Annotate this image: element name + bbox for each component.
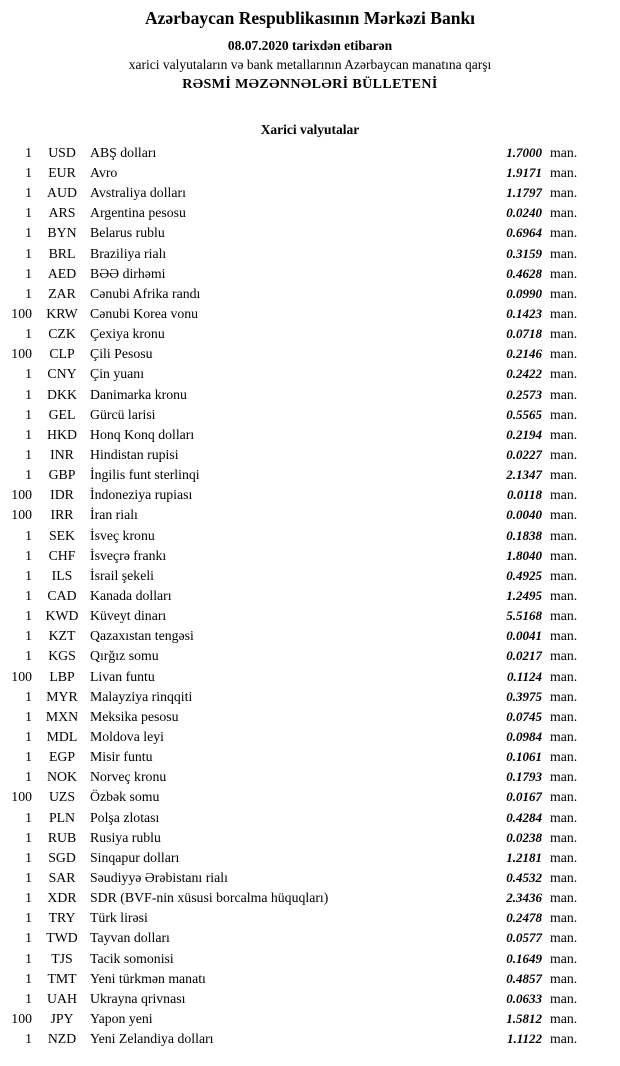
unit-label: man.: [550, 749, 578, 765]
quantity: 1: [25, 769, 32, 785]
quantity: 1: [25, 628, 32, 644]
rate-value: 0.1649: [506, 950, 542, 966]
rate-value: 1.9171: [506, 165, 542, 181]
rates-table: [0, 145, 620, 1051]
currency-name: Özbək somu: [90, 789, 160, 805]
quantity: 100: [11, 789, 32, 805]
currency-name: İndoneziya rupiası: [90, 487, 193, 503]
rate-value: 0.0217: [506, 648, 542, 664]
currency-name: Tayvan dolları: [90, 930, 170, 946]
quantity: 100: [11, 668, 32, 684]
unit-label: man.: [550, 869, 578, 885]
unit-label: man.: [550, 990, 578, 1006]
unit-label: man.: [550, 1010, 578, 1026]
unit-label: man.: [550, 245, 578, 261]
quantity: 1: [25, 366, 32, 382]
rate-row: [0, 346, 620, 366]
currency-name: Danimarka kronu: [90, 386, 187, 402]
currency-code: KWD: [45, 608, 79, 624]
rate-value: 0.0227: [506, 446, 542, 462]
rate-value: 1.2181: [506, 849, 542, 865]
currency-name: Belarus rublu: [90, 225, 165, 241]
rate-value: 0.3975: [506, 688, 542, 704]
currency-code: USD: [48, 144, 76, 160]
quantity: 1: [25, 648, 32, 664]
rate-value: 0.0118: [506, 487, 542, 503]
rate-value: 0.0238: [506, 829, 542, 845]
rate-row: [0, 588, 620, 608]
currency-name: SDR (BVF-nin xüsusi borcalma hüquqları): [90, 890, 329, 906]
rate-row: [0, 165, 620, 185]
quantity: 1: [25, 547, 32, 563]
rate-row: [0, 890, 620, 910]
quantity: 1: [25, 426, 32, 442]
currency-name: Qazaxıstan tengəsi: [90, 628, 194, 644]
currency-name: Avro: [90, 165, 118, 181]
currency-name: İngilis funt sterlinqi: [90, 467, 200, 483]
quantity: 1: [25, 144, 32, 160]
currency-name: Hindistan rupisi: [90, 446, 179, 462]
unit-label: man.: [550, 769, 578, 785]
bulletin-header: [0, 8, 620, 93]
quantity: 100: [11, 507, 32, 523]
unit-label: man.: [550, 144, 578, 160]
quantity: 1: [25, 950, 32, 966]
rate-value: 0.4532: [506, 869, 542, 885]
currency-code: IDR: [50, 487, 74, 503]
currency-code: LBP: [49, 668, 75, 684]
unit-label: man.: [550, 426, 578, 442]
unit-label: man.: [550, 809, 578, 825]
rate-value: 0.0577: [506, 930, 542, 946]
currency-name: Yapon yeni: [90, 1010, 153, 1026]
rate-row: [0, 568, 620, 588]
currency-code: TWD: [46, 930, 78, 946]
rate-row: [0, 205, 620, 225]
currency-code: GBP: [48, 467, 76, 483]
currency-code: MYR: [46, 688, 78, 704]
currency-name: Cənubi Afrika randı: [90, 285, 201, 301]
currency-code: UZS: [48, 789, 76, 805]
rate-row: [0, 326, 620, 346]
currency-name: Səudiyyə Ərəbistanı rialı: [90, 869, 228, 885]
rate-row: [0, 648, 620, 668]
rate-row: [0, 225, 620, 245]
currency-name: İsveçrə frankı: [90, 547, 167, 563]
currency-code: CZK: [48, 326, 76, 342]
currency-name: Qırğız somu: [90, 648, 159, 664]
quantity: 1: [25, 587, 32, 603]
currency-name: BƏƏ dirhəmi: [90, 265, 166, 281]
currency-code: NOK: [47, 769, 77, 785]
currency-code: RUB: [47, 829, 77, 845]
currency-name: İsveç kronu: [90, 527, 155, 543]
quantity: 1: [25, 265, 32, 281]
quantity: 1: [25, 809, 32, 825]
quantity: 1: [25, 930, 32, 946]
rate-row: [0, 467, 620, 487]
currency-code: HKD: [47, 426, 77, 442]
rate-row: [0, 387, 620, 407]
unit-label: man.: [550, 487, 578, 503]
quantity: 1: [25, 567, 32, 583]
unit-label: man.: [550, 668, 578, 684]
currency-name: Cənubi Korea vonu: [90, 306, 199, 321]
unit-label: man.: [550, 789, 578, 805]
rate-row: [0, 971, 620, 991]
currency-name: Livan funtu: [90, 668, 155, 684]
rate-value: 0.4857: [506, 970, 542, 986]
currency-name: Türk lirəsi: [90, 910, 148, 926]
currency-code: UAH: [47, 990, 77, 1006]
unit-label: man.: [550, 608, 578, 624]
rate-value: 1.1122: [506, 1031, 542, 1047]
rate-row: [0, 729, 620, 749]
quantity: 100: [11, 1010, 32, 1026]
currency-code: MXN: [45, 708, 79, 724]
quantity: 1: [25, 386, 32, 402]
quantity: 1: [25, 890, 32, 906]
currency-name: Küveyt dinarı: [90, 608, 167, 624]
rate-value: 5.5168: [506, 608, 542, 624]
rate-row: [0, 930, 620, 950]
unit-label: man.: [550, 829, 578, 845]
currency-name: Honq Konq dolları: [90, 426, 195, 442]
unit-label: man.: [550, 446, 578, 462]
currency-name: Argentina pesosu: [90, 205, 186, 221]
rate-value: 0.0167: [506, 789, 542, 805]
currency-name: Çexiya kronu: [90, 326, 165, 342]
rate-value: 0.6964: [506, 225, 542, 241]
currency-name: Ukrayna qrivnası: [90, 990, 186, 1006]
rate-value: 0.1423: [506, 306, 542, 321]
currency-name: Sinqapur dolları: [90, 849, 180, 865]
rate-value: 1.1797: [506, 185, 542, 201]
quantity: 1: [25, 608, 32, 624]
quantity: 1: [25, 1031, 32, 1047]
unit-label: man.: [550, 306, 578, 321]
rate-row: [0, 850, 620, 870]
quantity: 1: [25, 467, 32, 483]
rate-row: [0, 1011, 620, 1031]
rate-row: [0, 910, 620, 930]
currency-name: Polşa zlotası: [90, 809, 160, 825]
unit-label: man.: [550, 567, 578, 583]
quantity: 1: [25, 749, 32, 765]
currency-code: SAR: [48, 869, 76, 885]
rate-row: [0, 951, 620, 971]
quantity: 1: [25, 245, 32, 261]
rate-value: 0.0990: [506, 285, 542, 301]
rate-value: 1.5812: [506, 1010, 542, 1026]
rate-value: 0.2194: [506, 426, 542, 442]
currency-name: Gürcü larisi: [90, 406, 156, 422]
rate-value: 0.0040: [506, 507, 542, 523]
currency-name: Tacik somonisi: [90, 950, 174, 966]
unit-label: man.: [550, 507, 578, 523]
rate-value: 0.5565: [506, 406, 542, 422]
rate-row: [0, 810, 620, 830]
currency-name: Rusiya rublu: [90, 829, 161, 845]
rate-row: [0, 487, 620, 507]
rate-row: [0, 185, 620, 205]
quantity: 1: [25, 205, 32, 221]
rate-value: 0.0745: [506, 708, 542, 724]
unit-label: man.: [550, 1031, 578, 1047]
rate-value: 0.2573: [506, 386, 542, 402]
rate-row: [0, 286, 620, 306]
quantity: 1: [25, 708, 32, 724]
unit-label: man.: [550, 728, 578, 744]
currency-code: KGS: [48, 648, 76, 664]
rate-value: 2.1347: [506, 467, 542, 483]
currency-code: EGP: [48, 749, 76, 765]
rate-value: 0.2422: [506, 366, 542, 382]
rate-row: [0, 427, 620, 447]
rate-row: [0, 769, 620, 789]
rate-row: [0, 689, 620, 709]
currency-code: SGD: [48, 849, 76, 865]
currency-code: SEK: [48, 527, 76, 543]
rate-value: 1.7000: [506, 144, 542, 160]
unit-label: man.: [550, 326, 578, 342]
currency-code: KRW: [46, 306, 78, 321]
unit-label: man.: [550, 930, 578, 946]
rate-value: 0.0633: [506, 990, 542, 1006]
currency-code: CAD: [47, 587, 77, 603]
rate-row: [0, 830, 620, 850]
currency-name: Çili Pesosu: [90, 346, 153, 362]
currency-code: ILS: [51, 567, 73, 583]
quantity: 1: [25, 285, 32, 301]
unit-label: man.: [550, 970, 578, 986]
unit-label: man.: [550, 406, 578, 422]
currency-name: Yeni Zelandiya dolları: [90, 1031, 214, 1047]
currency-name: Malayziya rinqqiti: [90, 688, 193, 704]
rate-row: [0, 528, 620, 548]
unit-label: man.: [550, 950, 578, 966]
quantity: 1: [25, 869, 32, 885]
currency-code: MDL: [46, 728, 78, 744]
currency-code: CNY: [47, 366, 77, 382]
unit-label: man.: [550, 688, 578, 704]
rate-row: [0, 306, 620, 326]
rate-value: 0.0984: [506, 728, 542, 744]
rate-value: 0.0718: [506, 326, 542, 342]
unit-label: man.: [550, 346, 578, 362]
rate-row: [0, 709, 620, 729]
rate-row: [0, 628, 620, 648]
rate-value: 0.1124: [506, 668, 542, 684]
rate-row: [0, 548, 620, 568]
rate-row: [0, 749, 620, 769]
currency-code: CHF: [48, 547, 76, 563]
unit-label: man.: [550, 205, 578, 221]
bulletin-subtitle: xarici valyutaların və bank metallarının Azərbaycan manatına qarşı: [128, 56, 492, 72]
currency-name: Braziliya rialı: [90, 245, 167, 261]
currency-code: IRR: [50, 507, 74, 523]
currency-code: XDR: [47, 890, 77, 906]
currency-code: ARS: [48, 205, 76, 221]
quantity: 1: [25, 728, 32, 744]
unit-label: man.: [550, 628, 578, 644]
unit-label: man.: [550, 285, 578, 301]
currency-code: TMT: [47, 970, 77, 986]
currency-name: Kanada dolları: [90, 587, 172, 603]
rate-value: 0.3159: [506, 245, 542, 261]
section-title: Xarici valyutalar: [260, 121, 360, 137]
rate-value: 0.4925: [506, 567, 542, 583]
quantity: 100: [11, 306, 32, 321]
quantity: 1: [25, 406, 32, 422]
unit-label: man.: [550, 547, 578, 563]
quantity: 1: [25, 165, 32, 181]
unit-label: man.: [550, 386, 578, 402]
quantity: 1: [25, 446, 32, 462]
currency-code: EUR: [48, 165, 76, 181]
rate-row: [0, 246, 620, 266]
currency-code: NZD: [47, 1031, 77, 1047]
unit-label: man.: [550, 165, 578, 181]
currency-code: BYN: [47, 225, 77, 241]
currency-code: GEL: [48, 406, 76, 422]
quantity: 1: [25, 849, 32, 865]
currency-code: DKK: [47, 386, 77, 402]
rate-value: 0.1838: [506, 527, 542, 543]
rate-row: [0, 789, 620, 809]
quantity: 1: [25, 225, 32, 241]
rate-row: [0, 991, 620, 1011]
unit-label: man.: [550, 648, 578, 664]
rate-row: [0, 870, 620, 890]
currency-name: Misir funtu: [90, 749, 153, 765]
unit-label: man.: [550, 467, 578, 483]
unit-label: man.: [550, 225, 578, 241]
currency-code: AUD: [47, 185, 77, 201]
unit-label: man.: [550, 265, 578, 281]
quantity: 100: [11, 487, 32, 503]
rate-value: 1.2495: [506, 587, 542, 603]
currency-code: AED: [47, 265, 77, 281]
unit-label: man.: [550, 527, 578, 543]
effective-date: 08.07.2020 tarixdən etibarən: [227, 37, 393, 53]
rate-value: 2.3436: [506, 890, 542, 906]
rate-value: 0.2146: [506, 346, 542, 362]
currency-name: Avstraliya dolları: [90, 185, 186, 201]
currency-name: Yeni türkmən manatı: [90, 970, 206, 986]
rate-value: 0.2478: [506, 910, 542, 926]
bulletin-title: RƏSMİ MƏZƏNNƏLƏRİ BÜLLETENİ: [182, 76, 438, 92]
rate-value: 0.4284: [506, 809, 542, 825]
rate-value: 1.8040: [506, 547, 542, 563]
currency-code: ZAR: [48, 285, 76, 301]
rate-value: 0.4628: [506, 265, 542, 281]
unit-label: man.: [550, 708, 578, 724]
rate-row: [0, 507, 620, 527]
rate-value: 0.1061: [506, 749, 542, 765]
rate-row: [0, 669, 620, 689]
currency-code: TJS: [51, 950, 73, 966]
quantity: 1: [25, 326, 32, 342]
rate-row: [0, 608, 620, 628]
rate-value: 0.0240: [506, 205, 542, 221]
currency-name: ABŞ dolları: [90, 144, 157, 160]
currency-code: TRY: [48, 910, 76, 926]
rate-row: [0, 1031, 620, 1051]
unit-label: man.: [550, 890, 578, 906]
currency-name: İsrail şekeli: [90, 567, 154, 583]
currency-name: Meksika pesosu: [90, 708, 179, 724]
unit-label: man.: [550, 185, 578, 201]
unit-label: man.: [550, 366, 578, 382]
quantity: 1: [25, 970, 32, 986]
bank-name: Azərbaycan Respublikasının Mərkəzi Bankı: [144, 8, 476, 28]
rate-row: [0, 407, 620, 427]
quantity: 1: [25, 688, 32, 704]
quantity: 1: [25, 185, 32, 201]
rate-row: [0, 145, 620, 165]
currency-code: CLP: [49, 346, 75, 362]
currency-code: JPY: [50, 1010, 74, 1026]
currency-name: Çin yuanı: [90, 366, 145, 382]
currency-code: BRL: [48, 245, 76, 261]
unit-label: man.: [550, 587, 578, 603]
rate-row: [0, 366, 620, 386]
currency-code: INR: [50, 446, 74, 462]
currency-code: PLN: [48, 809, 76, 825]
currency-name: İran rialı: [90, 507, 138, 523]
rate-value: 0.0041: [506, 628, 542, 644]
unit-label: man.: [550, 849, 578, 865]
rate-value: 0.1793: [506, 769, 542, 785]
rate-row: [0, 447, 620, 467]
quantity: 100: [11, 346, 32, 362]
quantity: 1: [25, 990, 32, 1006]
rate-row: [0, 266, 620, 286]
currency-code: KZT: [48, 628, 76, 644]
currency-name: Norveç kronu: [90, 769, 167, 785]
quantity: 1: [25, 910, 32, 926]
unit-label: man.: [550, 910, 578, 926]
quantity: 1: [25, 829, 32, 845]
quantity: 1: [25, 527, 32, 543]
currency-name: Moldova leyi: [90, 728, 164, 744]
